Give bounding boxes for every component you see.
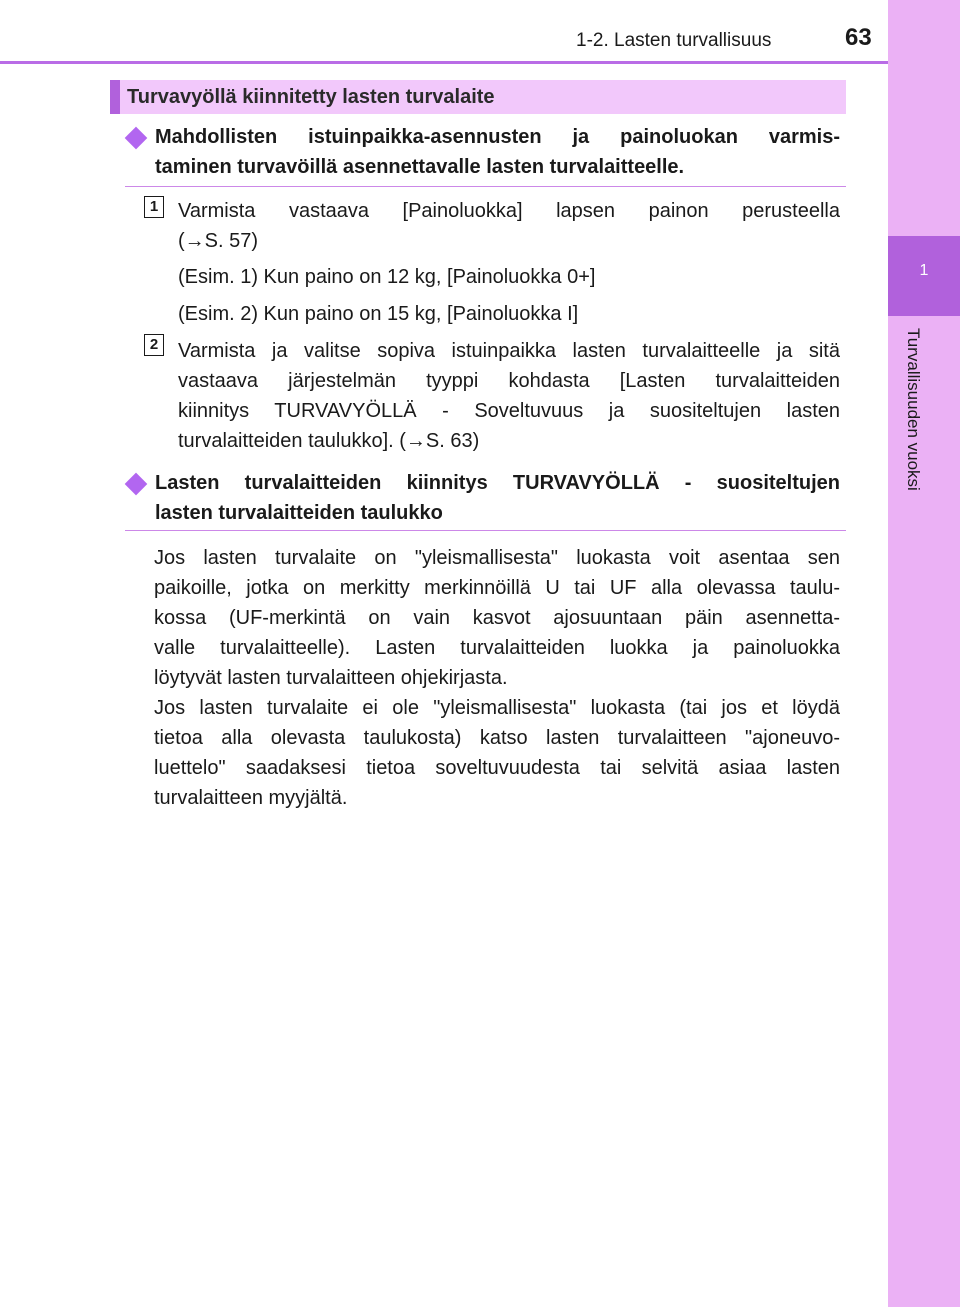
body-line: kossa (UF-merkintä on vain kasvot ajosuuntaan päin asennetta-: [154, 607, 840, 629]
subheading-line: lasten turvalaitteiden taulukko: [155, 502, 443, 524]
body-paragraph: [154, 543, 840, 813]
step-line: turvalaitteiden taulukko]. (→S. 63): [178, 430, 480, 452]
subheading-recommended-table: [125, 472, 846, 531]
step-line: vastaava järjestelmän tyyppi kohdasta [Lasten turvalaitteiden: [178, 370, 840, 392]
body-line: valle turvalaitteelle). Lasten turvalaitteiden luokka ja painoluokka: [154, 637, 840, 659]
side-thumb-strip: [888, 0, 960, 1307]
subheading-text: [155, 468, 840, 528]
body-line: turvalaitteen myyjältä.: [154, 787, 348, 809]
subheading-line: taminen turvavöillä asennettavalle lasten turvalaitteelle.: [155, 156, 685, 178]
step-line: kiinnitys TURVAVYÖLLÄ - Soveltuvuus ja suositeltujen lasten: [178, 400, 840, 422]
step-2-text: [178, 336, 840, 456]
step-1-example-1: (Esim. 1) Kun paino on 12 kg, [Painoluokka 0+]: [178, 266, 596, 288]
step-line: (→S. 57): [178, 230, 259, 252]
running-header-section: 1-2. Lasten turvallisuus: [576, 30, 772, 51]
body-line: Jos lasten turvalaite ei ole "yleismallisesta" luokasta (tai jos et löydä: [154, 697, 840, 719]
diamond-bullet-icon: [125, 127, 148, 150]
diamond-bullet-icon: [125, 473, 148, 496]
chapter-tab-number: 1: [919, 262, 929, 279]
section-title: Turvavyöllä kiinnitetty lasten turvalaite: [127, 86, 495, 108]
subheading-line: Lasten turvalaitteiden kiinnitys TURVAVYÖLLÄ - suositeltujen: [155, 472, 840, 494]
step-1-marker: 1: [144, 196, 164, 218]
subheading-possible-seat-positions: [125, 124, 846, 187]
body-line: tietoa alla olevasta taulukosta) katso lasten turvalaitteen "ajoneuvo-: [154, 727, 840, 749]
header-divider: [0, 61, 888, 64]
body-line: Jos lasten turvalaite on "yleismallisesta" luokasta voit asentaa sen: [154, 547, 840, 569]
step-line: Varmista ja valitse sopiva istuinpaikka lasten turvalaitteelle ja sitä: [178, 340, 840, 362]
page-number: 63: [845, 24, 872, 51]
body-line: paikoille, jotka on merkitty merkinnöillä U tai UF alla olevassa taulu-: [154, 577, 840, 599]
step-1-text: [178, 196, 840, 256]
subheading-text: [155, 122, 840, 182]
body-line: löytyvät lasten turvalaitteen ohjekirjasta.: [154, 667, 508, 689]
chapter-tab-title: Turvallisuuden vuoksi: [904, 328, 923, 491]
subheading-line: Mahdollisten istuinpaikka-asennusten ja painoluokan varmis-: [155, 126, 840, 148]
step-line: Varmista vastaava [Painoluokka] lapsen painon perusteella: [178, 200, 840, 222]
step-1-example-2: (Esim. 2) Kun paino on 15 kg, [Painoluokka I]: [178, 303, 579, 325]
body-line: luettelo" saadaksesi tietoa soveltuvuudesta tai selvitä asiaa lasten: [154, 757, 840, 779]
step-2-marker: 2: [144, 334, 164, 356]
